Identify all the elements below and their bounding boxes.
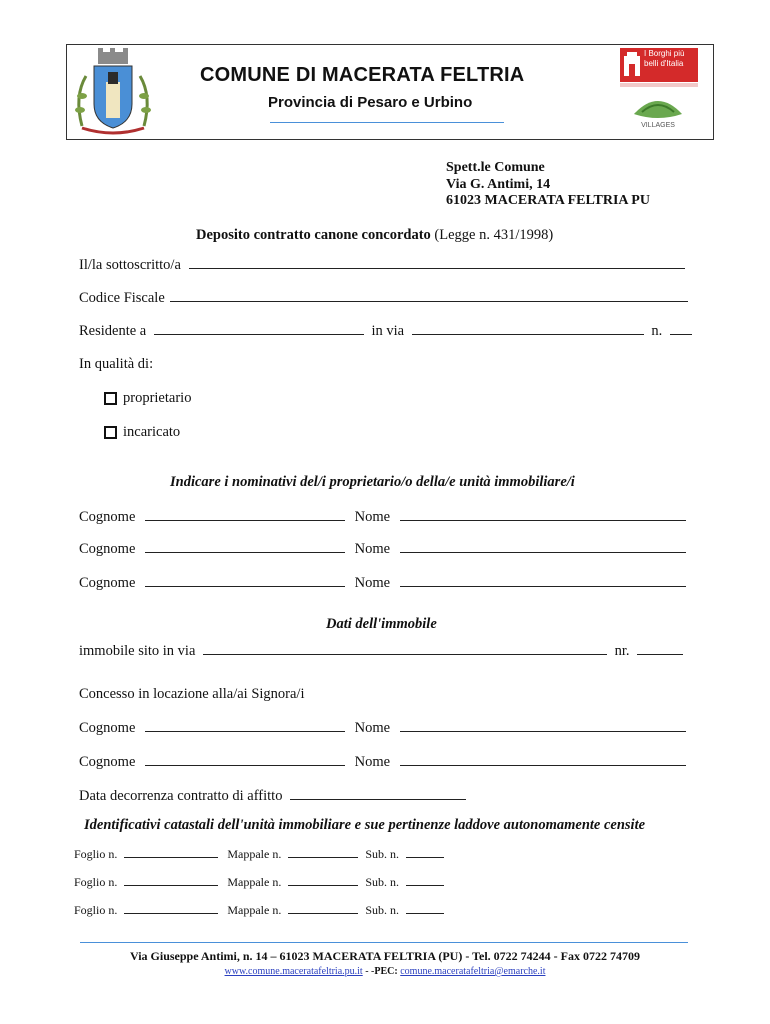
owner-row-3 bbox=[79, 574, 686, 592]
footer-address: Via Giuseppe Antimi, n. 14 – 61023 MACERATA FELTRIA (PU) - Tel. 0722 74244 - Fax 0722 74709 bbox=[129, 949, 641, 963]
in-via-label: in via bbox=[371, 323, 405, 339]
cognome-label: Cognome bbox=[79, 541, 136, 557]
cognome-field[interactable] bbox=[145, 540, 345, 553]
section-catasto-title: Identificativi catastali dell'unità immobiliare e sue pertinenze laddove autonomamente censite bbox=[84, 817, 646, 833]
codice-fiscale-field[interactable] bbox=[170, 289, 688, 302]
proprietario-label: proprietario bbox=[123, 390, 192, 406]
nome-field[interactable] bbox=[400, 508, 686, 521]
cognome-field[interactable] bbox=[145, 753, 345, 766]
qualita-label: In qualità di: bbox=[79, 356, 154, 372]
section-property-title: Dati dell'immobile bbox=[326, 616, 437, 632]
footer-divider bbox=[80, 942, 688, 943]
pec-separator: - - bbox=[362, 966, 375, 977]
incaricato-checkbox[interactable] bbox=[104, 426, 117, 439]
page-title: COMUNE DI MACERATA FELTRIA bbox=[200, 64, 525, 86]
recipient-line-3: 61023 MACERATA FELTRIA PU bbox=[446, 193, 650, 208]
page-subtitle: Provincia di Pesaro e Urbino bbox=[268, 94, 473, 111]
foglio-label: Foglio n. bbox=[74, 847, 118, 861]
cognome-label: Cognome bbox=[79, 720, 136, 736]
pec-label: PEC: bbox=[374, 966, 398, 977]
sottoscritto-label: Il/la sottoscritto/a bbox=[79, 257, 181, 273]
villages-logo-text: VILLAGES bbox=[641, 122, 675, 129]
via-field[interactable] bbox=[412, 322, 644, 335]
codice-fiscale-label: Codice Fiscale bbox=[79, 290, 165, 306]
form-title bbox=[196, 227, 553, 244]
nome-field[interactable] bbox=[400, 753, 686, 766]
n-label: n. bbox=[651, 323, 663, 339]
foglio-label: Foglio n. bbox=[74, 875, 118, 889]
residente-label: Residente a bbox=[79, 323, 147, 339]
data-decorrenza-row bbox=[79, 787, 466, 805]
nome-field[interactable] bbox=[400, 719, 686, 732]
immobile-row bbox=[79, 642, 683, 660]
sub-label: Sub. n. bbox=[365, 847, 400, 861]
section-owners-title: Indicare i nominativi del/i proprietario/o della/e unità immobiliare/i bbox=[170, 474, 575, 490]
nr-label: nr. bbox=[614, 643, 630, 659]
data-decorrenza-label: Data decorrenza contratto di affitto bbox=[79, 788, 283, 804]
data-decorrenza-field[interactable] bbox=[290, 787, 466, 800]
pec-email-link[interactable]: comune.maceratafeltria@emarche.it bbox=[400, 966, 546, 977]
mappale-label: Mappale n. bbox=[227, 903, 282, 917]
option-incaricato[interactable] bbox=[104, 424, 180, 441]
nome-label: Nome bbox=[354, 575, 391, 591]
nome-label: Nome bbox=[354, 720, 391, 736]
nome-label: Nome bbox=[354, 541, 391, 557]
mappale-field[interactable] bbox=[288, 904, 358, 914]
header-divider bbox=[270, 122, 504, 123]
foglio-field[interactable] bbox=[124, 904, 218, 914]
foglio-label: Foglio n. bbox=[74, 903, 118, 917]
cognome-field[interactable] bbox=[145, 719, 345, 732]
villages-logo bbox=[628, 92, 688, 138]
sub-field[interactable] bbox=[406, 904, 444, 914]
coat-of-arms-logo bbox=[72, 46, 154, 136]
nome-field[interactable] bbox=[400, 574, 686, 587]
foglio-field[interactable] bbox=[124, 876, 218, 886]
codice-fiscale-row bbox=[79, 289, 688, 307]
mappale-field[interactable] bbox=[288, 848, 358, 858]
civico-field[interactable] bbox=[670, 322, 692, 335]
sub-field[interactable] bbox=[406, 876, 444, 886]
cognome-label: Cognome bbox=[79, 754, 136, 770]
concesso-label: Concesso in locazione alla/ai Signora/i bbox=[79, 686, 305, 702]
owner-row-2 bbox=[79, 540, 686, 558]
nome-label: Nome bbox=[354, 509, 391, 525]
cognome-field[interactable] bbox=[145, 508, 345, 521]
cognome-field[interactable] bbox=[145, 574, 345, 587]
borghi-logo bbox=[620, 48, 698, 90]
option-proprietario[interactable] bbox=[104, 390, 191, 407]
residente-field[interactable] bbox=[154, 322, 364, 335]
incaricato-label: incaricato bbox=[123, 424, 181, 440]
cognome-label: Cognome bbox=[79, 509, 136, 525]
proprietario-checkbox[interactable] bbox=[104, 392, 117, 405]
mappale-field[interactable] bbox=[288, 876, 358, 886]
recipient-line-2: Via G. Antimi, 14 bbox=[446, 177, 551, 192]
tenant-row-2 bbox=[79, 753, 686, 771]
owner-row-1 bbox=[79, 508, 686, 526]
recipient-line-1: Spett.le Comune bbox=[446, 160, 545, 175]
nome-label: Nome bbox=[354, 754, 391, 770]
nome-field[interactable] bbox=[400, 540, 686, 553]
immobile-label: immobile sito in via bbox=[79, 643, 196, 659]
mappale-label: Mappale n. bbox=[227, 847, 282, 861]
cognome-label: Cognome bbox=[79, 575, 136, 591]
catasto-row-1 bbox=[74, 847, 444, 862]
borghi-logo-text: I Borghi più belli d'Italia bbox=[644, 49, 685, 68]
form-title-bold: Deposito contratto canone concordato bbox=[196, 227, 431, 243]
sub-label: Sub. n. bbox=[365, 903, 400, 917]
sottoscritto-field[interactable] bbox=[189, 256, 685, 269]
catasto-row-2 bbox=[74, 875, 444, 890]
sub-field[interactable] bbox=[406, 848, 444, 858]
footer-links bbox=[0, 966, 770, 977]
mappale-label: Mappale n. bbox=[227, 875, 282, 889]
immobile-nr-field[interactable] bbox=[637, 642, 683, 655]
residente-row bbox=[79, 322, 692, 340]
form-title-note: (Legge n. 431/1998) bbox=[434, 227, 554, 243]
sottoscritto-row bbox=[79, 256, 685, 274]
sub-label: Sub. n. bbox=[365, 875, 400, 889]
catasto-row-3 bbox=[74, 903, 444, 918]
immobile-via-field[interactable] bbox=[203, 642, 607, 655]
letterhead-frame bbox=[66, 44, 714, 140]
tenant-row-1 bbox=[79, 719, 686, 737]
foglio-field[interactable] bbox=[124, 848, 218, 858]
website-link[interactable]: www.comune.maceratafeltria.pu.it bbox=[224, 966, 363, 977]
